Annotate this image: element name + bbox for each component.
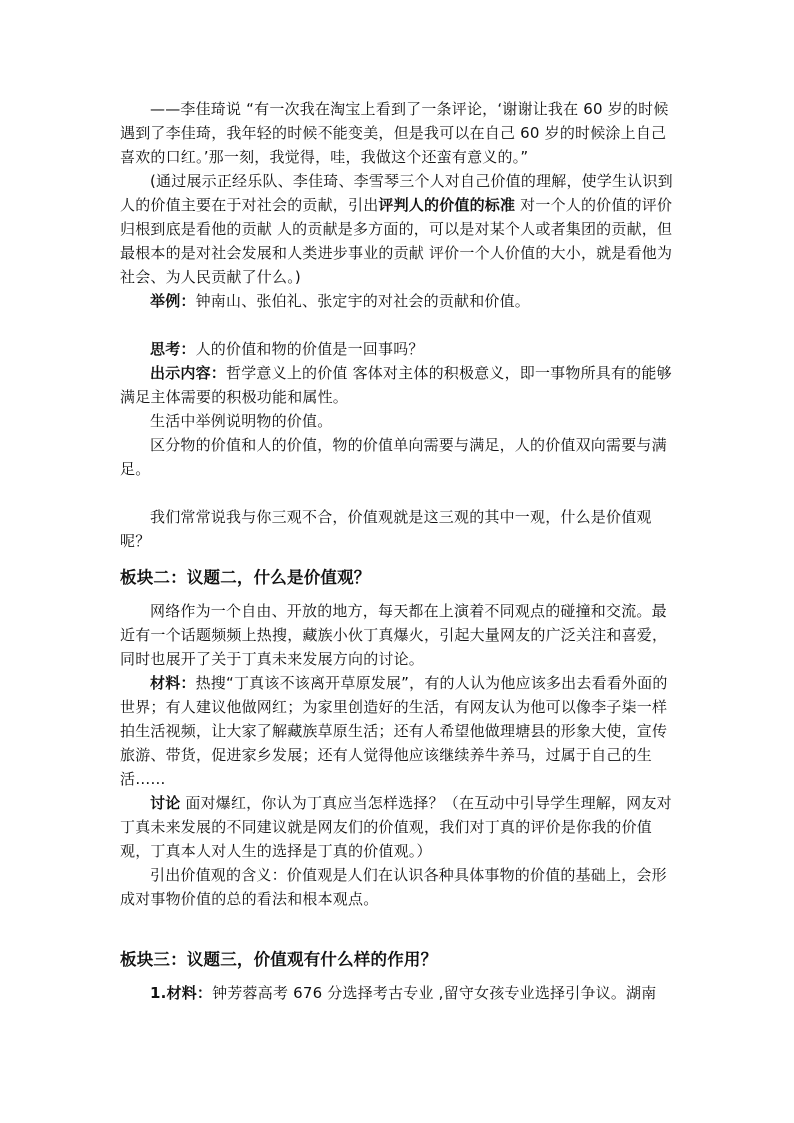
network-paragraph: 网络作为一个自由、开放的地方，每天都在上演着不同观点的碰撞和交流。最近有一个话题频频上热搜，藏族小伙丁真爆火，引起大量网友的广泛关注和喜爱，同时也展开了关于丁真未来发展方向的讨论。 — [120, 602, 668, 668]
material-1-paragraph: 1.材料：钟芳蓉高考 676 分选择考古专业 ,留守女孩专业选择引争议。湖南 — [150, 984, 657, 1002]
three-views-paragraph: 我们常常说我与你三观不合，价值观就是这三观的其中一观，什么是价值观呢？ — [120, 508, 652, 550]
example-paragraph: 举例：钟南山、张伯礼、张定宇的对社会的贡献和价值。 — [150, 292, 531, 310]
spacer — [120, 911, 676, 935]
show-content-paragraph: 出示内容：哲学意义上的价值 客体对主体的积极意义，即一事物所具有的能够满足主体需要的积极功能和属性。 — [120, 364, 672, 406]
material-paragraph: 材料：热搜“丁真该不该离开草原发展”，有的人认为他应该多出去看看外面的世界；有人建议他做网红；为家里创造好的生活，有网友认为他可以像李子柒一样拍生活视频，让大家了解藏族草原生活；还有人希望他做理塘县的形象大使，宣传旅游、带货，促进家乡发展；还有人觉得他应该继续养牛养马，过属于自己的生活…… — [120, 674, 668, 788]
spacer — [120, 481, 676, 505]
distinguish-paragraph: 区分物的价值和人的价值，物的价值单向需要与满足，人的价值双向需要与满足。 — [120, 436, 667, 478]
material-1-label: 1.材料： — [150, 984, 213, 1002]
think-label: 思考： — [150, 340, 196, 358]
show-content-label: 出示内容： — [150, 364, 227, 382]
spacer — [120, 313, 676, 337]
discussion-label: 讨论 — [150, 794, 181, 812]
example-label: 举例： — [150, 292, 196, 310]
section-heading-2: 板块二：议题二，什么是价值观？ — [120, 568, 371, 587]
quote-paragraph: ——李佳琦说 “有一次我在淘宝上看到了一条评论，‘谢谢让我在 60 岁的时候遇到了李佳琦，我年轻的时候不能变美，但是我可以在自己 60 岁的时候涂上自己喜欢的口红。’那一刻，我觉得，哇，我做这个还蛮有意义的。” — [120, 100, 669, 166]
emphasis-standard: 评判人的价值的标准 — [378, 196, 516, 214]
discussion-paragraph: 讨论 面对爆红，你认为丁真应当怎样选择？（在互动中引导学生理解，网友对丁真未来发展的不同建议就是网友们的价值观，我们对丁真的评价是你我的价值观，丁真本人对人生的选择是丁真的价值观。） — [120, 794, 672, 860]
life-example-paragraph: 生活中举例说明物的价值。 — [150, 412, 333, 430]
definition-paragraph: 引出价值观的含义：价值观是人们在认识各种具体事物的价值的基础上，会形成对事物价值的总的看法和根本观点。 — [120, 866, 667, 908]
document-body — [120, 97, 676, 1005]
section-heading-3: 板块三：议题三，价值观有什么样的作用？ — [120, 950, 438, 969]
material-label: 材料： — [150, 674, 196, 692]
think-paragraph: 思考：人的价值和物的价值是一回事吗？ — [150, 340, 424, 358]
explanation-paragraph: (通过展示正经乐队、李佳琦、李雪琴三个人对自己价值的理解，使学生认识到人的价值主要在于对社会的贡献，引出评判人的价值的标准 对一个人的价值的评价归根到底是看他的贡献 人的贡献是多方面的，可以是对某个人或者集团的贡献，但最根本的是对社会发展和人类进步事业的贡献 评价一个人价值的大小，就是看他为社会、为人民贡献了什么。) — [120, 172, 673, 286]
